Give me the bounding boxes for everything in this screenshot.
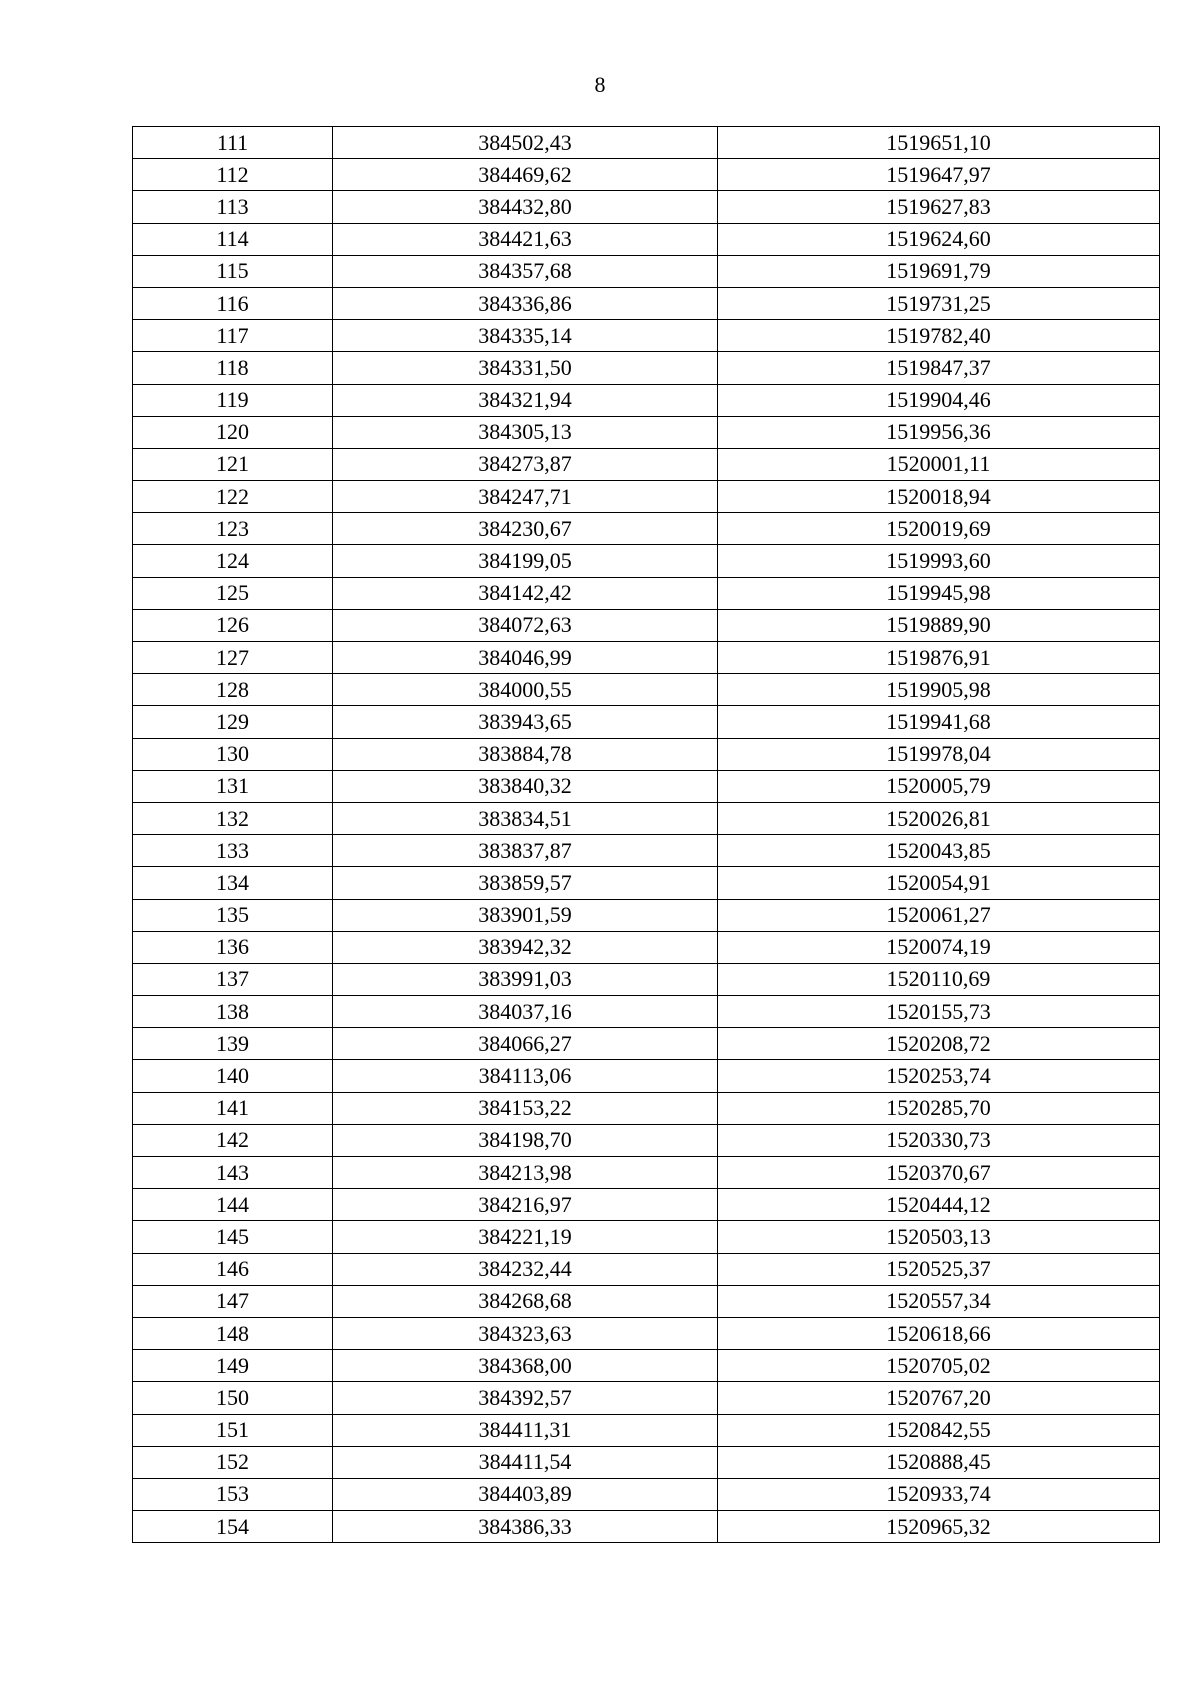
y-coordinate-cell: 1520933,74 [718, 1478, 1160, 1510]
point-number-cell: 122 [133, 481, 333, 513]
x-coordinate-cell: 384432,80 [333, 191, 718, 223]
table-row [133, 1028, 1160, 1060]
y-coordinate-cell: 1519651,10 [718, 127, 1160, 159]
point-number-cell: 132 [133, 802, 333, 834]
table-row [133, 963, 1160, 995]
point-number-cell: 118 [133, 352, 333, 384]
table-row [133, 802, 1160, 834]
x-coordinate-cell: 384221,19 [333, 1221, 718, 1253]
point-number-cell: 131 [133, 770, 333, 802]
table-row [133, 577, 1160, 609]
x-coordinate-cell: 384037,16 [333, 996, 718, 1028]
x-coordinate-cell: 384368,00 [333, 1350, 718, 1382]
x-coordinate-cell: 384469,62 [333, 159, 718, 191]
table-row [133, 1124, 1160, 1156]
y-coordinate-cell: 1520705,02 [718, 1350, 1160, 1382]
x-coordinate-cell: 384268,68 [333, 1285, 718, 1317]
point-number-cell: 125 [133, 577, 333, 609]
y-coordinate-cell: 1520005,79 [718, 770, 1160, 802]
x-coordinate-cell: 384199,05 [333, 545, 718, 577]
table-row [133, 609, 1160, 641]
x-coordinate-cell: 384216,97 [333, 1189, 718, 1221]
y-coordinate-cell: 1520253,74 [718, 1060, 1160, 1092]
table-row [133, 706, 1160, 738]
table-row [133, 1060, 1160, 1092]
x-coordinate-cell: 383837,87 [333, 835, 718, 867]
point-number-cell: 127 [133, 642, 333, 674]
x-coordinate-cell: 384066,27 [333, 1028, 718, 1060]
y-coordinate-cell: 1520370,67 [718, 1157, 1160, 1189]
point-number-cell: 141 [133, 1092, 333, 1124]
x-coordinate-cell: 384247,71 [333, 481, 718, 513]
y-coordinate-cell: 1520557,34 [718, 1285, 1160, 1317]
table-row [133, 159, 1160, 191]
y-coordinate-cell: 1520054,91 [718, 867, 1160, 899]
y-coordinate-cell: 1520019,69 [718, 513, 1160, 545]
point-number-cell: 133 [133, 835, 333, 867]
x-coordinate-cell: 384411,31 [333, 1414, 718, 1446]
page-number: 8 [594, 72, 606, 97]
y-coordinate-cell: 1520208,72 [718, 1028, 1160, 1060]
point-number-cell: 134 [133, 867, 333, 899]
x-coordinate-cell: 383834,51 [333, 802, 718, 834]
x-coordinate-cell: 383884,78 [333, 738, 718, 770]
point-number-cell: 119 [133, 384, 333, 416]
point-number-cell: 149 [133, 1350, 333, 1382]
x-coordinate-cell: 384335,14 [333, 320, 718, 352]
point-number-cell: 151 [133, 1414, 333, 1446]
y-coordinate-cell: 1520965,32 [718, 1511, 1160, 1543]
x-coordinate-cell: 384357,68 [333, 255, 718, 287]
y-coordinate-cell: 1520001,11 [718, 448, 1160, 480]
point-number-cell: 114 [133, 223, 333, 255]
table-row [133, 642, 1160, 674]
point-number-cell: 148 [133, 1317, 333, 1349]
y-coordinate-cell: 1520444,12 [718, 1189, 1160, 1221]
x-coordinate-cell: 384213,98 [333, 1157, 718, 1189]
table-row [133, 899, 1160, 931]
point-number-cell: 145 [133, 1221, 333, 1253]
point-number-cell: 144 [133, 1189, 333, 1221]
table-row [133, 1092, 1160, 1124]
x-coordinate-cell: 383942,32 [333, 931, 718, 963]
y-coordinate-cell: 1519941,68 [718, 706, 1160, 738]
point-number-cell: 138 [133, 996, 333, 1028]
table-row [133, 352, 1160, 384]
y-coordinate-cell: 1520842,55 [718, 1414, 1160, 1446]
y-coordinate-cell: 1520525,37 [718, 1253, 1160, 1285]
point-number-cell: 113 [133, 191, 333, 223]
x-coordinate-cell: 384321,94 [333, 384, 718, 416]
table-row [133, 835, 1160, 867]
point-number-cell: 136 [133, 931, 333, 963]
y-coordinate-cell: 1520155,73 [718, 996, 1160, 1028]
y-coordinate-cell: 1520888,45 [718, 1446, 1160, 1478]
x-coordinate-cell: 384403,89 [333, 1478, 718, 1510]
table-row [133, 448, 1160, 480]
table-row [133, 1478, 1160, 1510]
x-coordinate-cell: 384072,63 [333, 609, 718, 641]
y-coordinate-cell: 1519731,25 [718, 287, 1160, 319]
point-number-cell: 143 [133, 1157, 333, 1189]
x-coordinate-cell: 384305,13 [333, 416, 718, 448]
x-coordinate-cell: 384273,87 [333, 448, 718, 480]
y-coordinate-cell: 1519647,97 [718, 159, 1160, 191]
table-row [133, 1157, 1160, 1189]
x-coordinate-cell: 384000,55 [333, 674, 718, 706]
y-coordinate-cell: 1520767,20 [718, 1382, 1160, 1414]
point-number-cell: 128 [133, 674, 333, 706]
y-coordinate-cell: 1519627,83 [718, 191, 1160, 223]
point-number-cell: 123 [133, 513, 333, 545]
x-coordinate-cell: 384392,57 [333, 1382, 718, 1414]
point-number-cell: 126 [133, 609, 333, 641]
x-coordinate-cell: 384502,43 [333, 127, 718, 159]
table-row [133, 320, 1160, 352]
x-coordinate-cell: 383901,59 [333, 899, 718, 931]
y-coordinate-cell: 1519905,98 [718, 674, 1160, 706]
y-coordinate-cell: 1520061,27 [718, 899, 1160, 931]
table-row [133, 1285, 1160, 1317]
table-row [133, 770, 1160, 802]
table-row [133, 867, 1160, 899]
y-coordinate-cell: 1519691,79 [718, 255, 1160, 287]
y-coordinate-cell: 1520018,94 [718, 481, 1160, 513]
table-row [133, 127, 1160, 159]
x-coordinate-cell: 384230,67 [333, 513, 718, 545]
y-coordinate-cell: 1520110,69 [718, 963, 1160, 995]
x-coordinate-cell: 384386,33 [333, 1511, 718, 1543]
table-row [133, 1446, 1160, 1478]
x-coordinate-cell: 384336,86 [333, 287, 718, 319]
y-coordinate-cell: 1519945,98 [718, 577, 1160, 609]
table-row [133, 481, 1160, 513]
point-number-cell: 147 [133, 1285, 333, 1317]
x-coordinate-cell: 384113,06 [333, 1060, 718, 1092]
table-row [133, 996, 1160, 1028]
table-row [133, 1511, 1160, 1543]
y-coordinate-cell: 1520618,66 [718, 1317, 1160, 1349]
y-coordinate-cell: 1519876,91 [718, 642, 1160, 674]
y-coordinate-cell: 1519993,60 [718, 545, 1160, 577]
point-number-cell: 139 [133, 1028, 333, 1060]
x-coordinate-cell: 384046,99 [333, 642, 718, 674]
y-coordinate-cell: 1520330,73 [718, 1124, 1160, 1156]
x-coordinate-cell: 384411,54 [333, 1446, 718, 1478]
point-number-cell: 115 [133, 255, 333, 287]
x-coordinate-cell: 384421,63 [333, 223, 718, 255]
table-row [133, 416, 1160, 448]
table-row [133, 931, 1160, 963]
point-number-cell: 137 [133, 963, 333, 995]
point-number-cell: 129 [133, 706, 333, 738]
x-coordinate-cell: 384198,70 [333, 1124, 718, 1156]
y-coordinate-cell: 1520026,81 [718, 802, 1160, 834]
point-number-cell: 154 [133, 1511, 333, 1543]
point-number-cell: 142 [133, 1124, 333, 1156]
table-row [133, 1414, 1160, 1446]
point-number-cell: 124 [133, 545, 333, 577]
y-coordinate-cell: 1520043,85 [718, 835, 1160, 867]
point-number-cell: 135 [133, 899, 333, 931]
table-row [133, 191, 1160, 223]
point-number-cell: 146 [133, 1253, 333, 1285]
table-row [133, 513, 1160, 545]
x-coordinate-cell: 383991,03 [333, 963, 718, 995]
table-row [133, 384, 1160, 416]
y-coordinate-cell: 1519904,46 [718, 384, 1160, 416]
x-coordinate-cell: 384232,44 [333, 1253, 718, 1285]
point-number-cell: 140 [133, 1060, 333, 1092]
y-coordinate-cell: 1519978,04 [718, 738, 1160, 770]
table-row [133, 1189, 1160, 1221]
point-number-cell: 121 [133, 448, 333, 480]
point-number-cell: 130 [133, 738, 333, 770]
table-row [133, 1382, 1160, 1414]
table-row [133, 1350, 1160, 1382]
point-number-cell: 116 [133, 287, 333, 319]
table-row [133, 1221, 1160, 1253]
y-coordinate-cell: 1520074,19 [718, 931, 1160, 963]
coordinates-table-body [133, 127, 1160, 1543]
table-row [133, 738, 1160, 770]
table-row [133, 545, 1160, 577]
y-coordinate-cell: 1520285,70 [718, 1092, 1160, 1124]
x-coordinate-cell: 384331,50 [333, 352, 718, 384]
point-number-cell: 117 [133, 320, 333, 352]
point-number-cell: 111 [133, 127, 333, 159]
x-coordinate-cell: 383859,57 [333, 867, 718, 899]
x-coordinate-cell: 383943,65 [333, 706, 718, 738]
table-row [133, 287, 1160, 319]
y-coordinate-cell: 1519956,36 [718, 416, 1160, 448]
y-coordinate-cell: 1519624,60 [718, 223, 1160, 255]
y-coordinate-cell: 1519847,37 [718, 352, 1160, 384]
x-coordinate-cell: 384142,42 [333, 577, 718, 609]
table-row [133, 223, 1160, 255]
point-number-cell: 120 [133, 416, 333, 448]
point-number-cell: 150 [133, 1382, 333, 1414]
x-coordinate-cell: 383840,32 [333, 770, 718, 802]
table-row [133, 1317, 1160, 1349]
coordinates-table [132, 126, 1160, 1543]
y-coordinate-cell: 1519889,90 [718, 609, 1160, 641]
x-coordinate-cell: 384153,22 [333, 1092, 718, 1124]
table-row [133, 1253, 1160, 1285]
y-coordinate-cell: 1520503,13 [718, 1221, 1160, 1253]
table-row [133, 255, 1160, 287]
point-number-cell: 153 [133, 1478, 333, 1510]
point-number-cell: 112 [133, 159, 333, 191]
point-number-cell: 152 [133, 1446, 333, 1478]
x-coordinate-cell: 384323,63 [333, 1317, 718, 1349]
y-coordinate-cell: 1519782,40 [718, 320, 1160, 352]
table-row [133, 674, 1160, 706]
